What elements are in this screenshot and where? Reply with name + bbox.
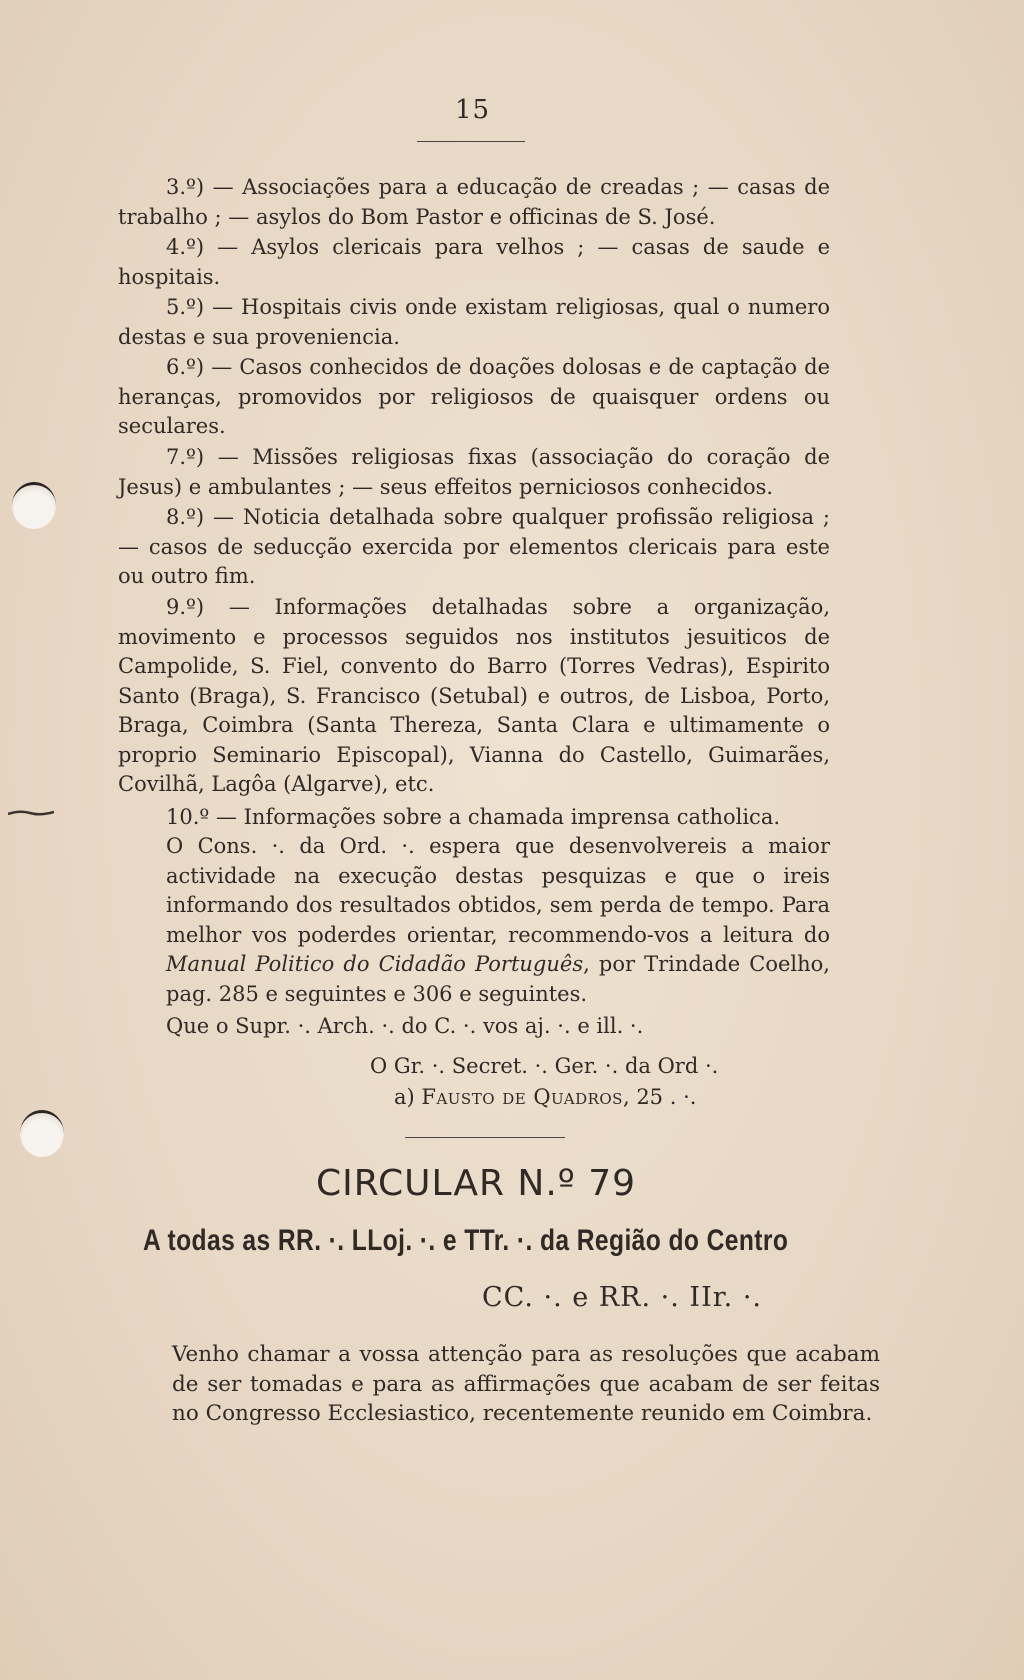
- list-item: [118, 233, 830, 292]
- list-item: [118, 443, 830, 502]
- item-text: — Noticia detalhada sobre qualquer profissão religiosa ; — casos de seducção exercida por elementos clericais para este ou outro fim.: [118, 505, 830, 588]
- page-number: 15: [455, 95, 491, 125]
- signature-suffix: , 25 . ·.: [622, 1085, 697, 1109]
- circular-body: Venho chamar a vossa attenção para as resoluções que acabam de ser tomadas e para as affirmações que acabam de ser feitas no Congresso Ecclesiastico, recentemente reunido em Coimbra.: [172, 1342, 880, 1426]
- circular-title: CIRCULAR N.º 79: [316, 1163, 637, 1204]
- item-number: 6.º): [166, 355, 205, 379]
- item-text: — Informações sobre a chamada imprensa catholica.: [209, 805, 781, 829]
- list-item: [118, 173, 830, 232]
- book-title: Manual Politico do Cidadão Português: [166, 952, 584, 976]
- item-number: 5.º): [166, 295, 205, 319]
- top-rule: [417, 141, 525, 142]
- list-item: [118, 593, 830, 800]
- item-number: 4.º): [166, 235, 205, 259]
- item-number: 9.º): [166, 595, 205, 619]
- punch-hole: [12, 482, 56, 529]
- signature-line: [394, 1085, 696, 1109]
- item-text: — Informações detalhadas sobre a organização, movimento e processos seguidos nos institutos jesuiticos de Campolide, S. Fiel, convento do Barro (Torres Vedras), Espirito Santo (Braga), S. Francisco (Setubal) e outros, de Lisboa, Porto, Braga, Coimbra (Santa Thereza, Santa Clara e ultimamente o proprio Seminario Episcopal), Vianna do Castello, Guimarães, Covilhã, Lagôa (Algarve), etc.: [118, 595, 830, 796]
- item-text: — Casos conhecidos de doações dolosas e de captação de heranças, promovidos por religiosos de quaisquer ordens ou seculares.: [118, 355, 830, 438]
- closing-blessing: Que o Supr. ·. Arch. ·. do C. ·. vos aj. ·. e ill. ·.: [166, 1014, 644, 1038]
- signature-prefix: a): [394, 1085, 422, 1109]
- section-rule: [405, 1137, 565, 1138]
- item-text: — Asylos clericais para velhos ; — casas de saude e hospitais.: [118, 235, 830, 289]
- signature-title: O Gr. ·. Secret. ·. Ger. ·. da Ord ·.: [370, 1054, 719, 1078]
- closing-paragraph: [118, 832, 830, 1009]
- item-number: 3.º): [166, 175, 205, 199]
- item-text: — Associações para a educação de creadas ; — casas de trabalho ; — asylos do Bom Pastor e officinas de S. José.: [118, 175, 830, 229]
- closing-text-end: , por Trindade Coelho, pag. 285 e seguintes e 306 e seguintes.: [166, 952, 830, 1006]
- circular-addressee: A todas as RR. ·. LLoj. ·. e TTr. ·. da Região do Centro: [143, 1224, 789, 1257]
- punch-hole: [20, 1110, 64, 1157]
- circular-salutation: CC. ·. e RR. ·. IIr. ·.: [482, 1282, 763, 1313]
- list-item: [118, 503, 830, 592]
- list-item: [118, 803, 830, 833]
- item-number: 10.º: [166, 805, 210, 829]
- item-text: — Hospitais civis onde existam religiosas, qual o numero destas e sua proveniencia.: [118, 295, 830, 349]
- list-item: [118, 293, 830, 352]
- item-text: — Missões religiosas fixas (associação do coração de Jesus) e ambulantes ; — seus effeitos perniciosos conhecidos.: [118, 445, 830, 499]
- signature-name: Fausto de Quadros: [421, 1085, 623, 1109]
- closing-text: O Cons. ·. da Ord. ·. espera que desenvolvereis a maior actividade na execução destas pesquizas e que o ireis informando dos resultados obtidos, sem perda de tempo. Para melhor vos poderdes orientar, recommendo-vos a leitura do: [166, 834, 830, 947]
- item-number: 8.º): [166, 505, 205, 529]
- list-item: [118, 353, 830, 442]
- item-number: 7.º): [166, 445, 205, 469]
- tear-mark: [8, 808, 54, 818]
